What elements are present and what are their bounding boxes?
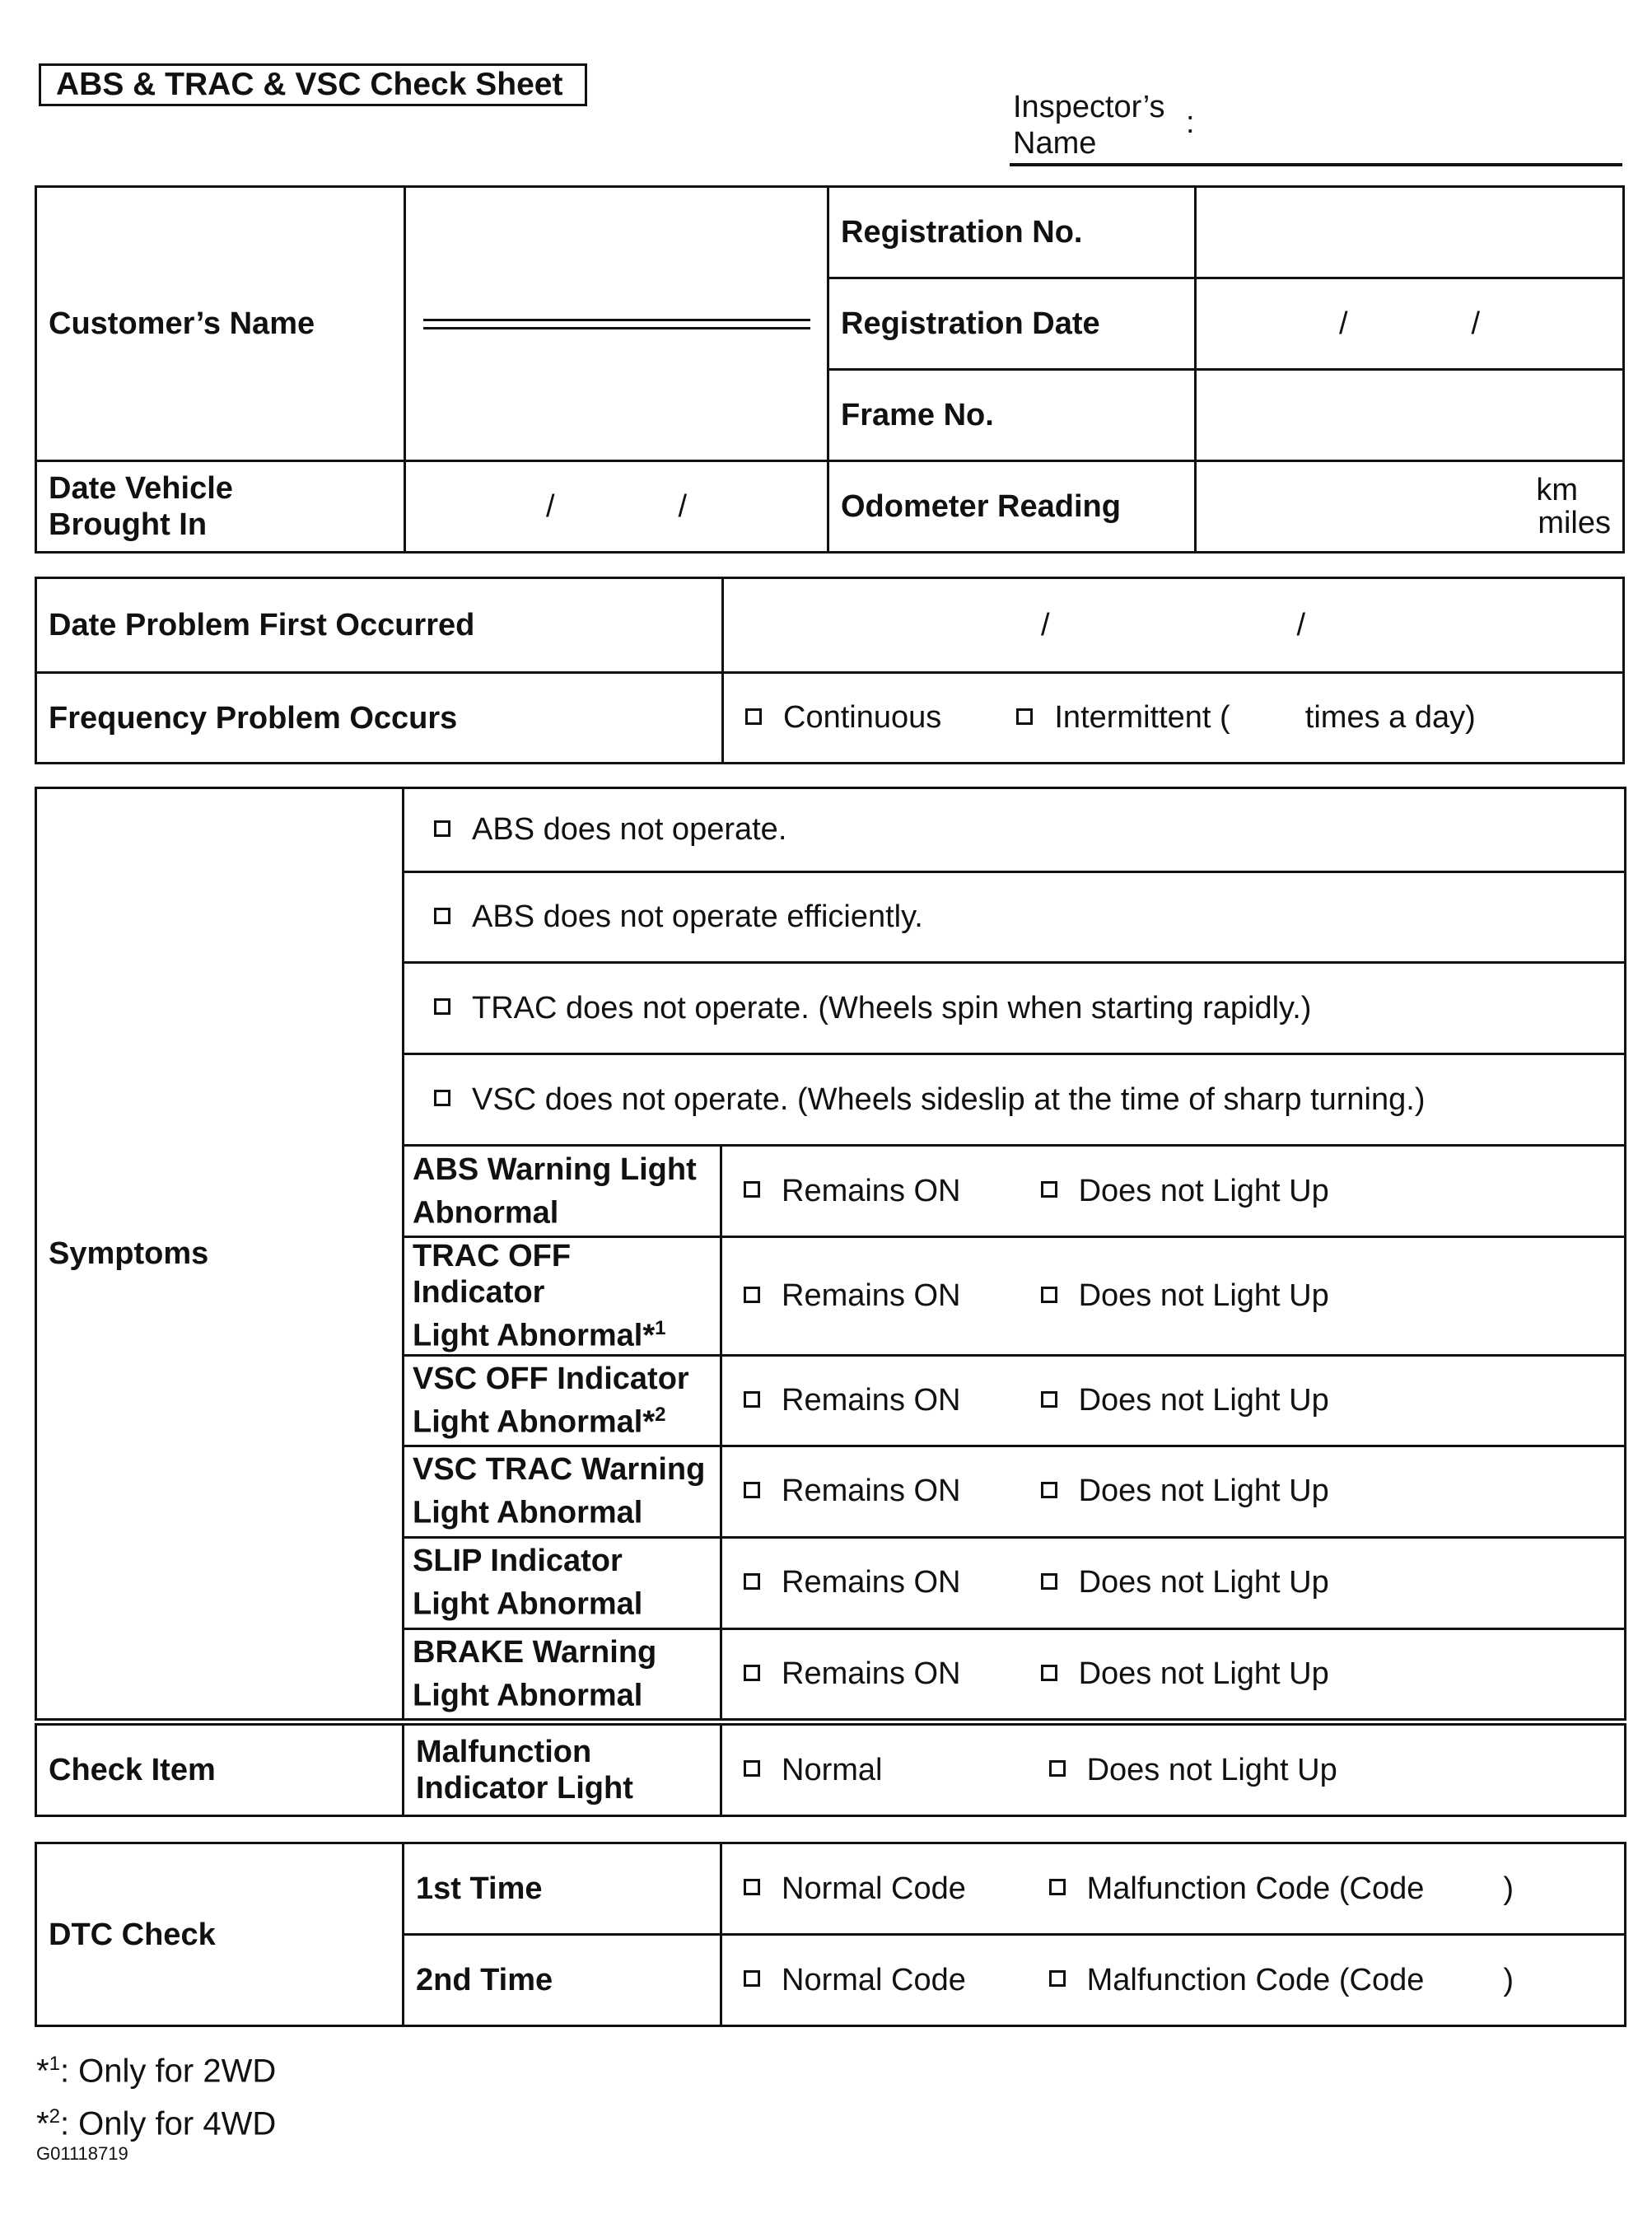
inspector-colon: : [1186,105,1195,140]
dtc-check-table [35,1842,1626,2027]
does-not-light-up-checkbox[interactable] [1049,1760,1066,1777]
symptom-row [404,963,1626,1054]
malfunction-code-label: Malfunction Code (Code [1086,1962,1425,1997]
does-not-light-up-label: Does not Light Up [1078,1474,1329,1509]
footnote-2 [36,2094,276,2147]
remains-on-checkbox[interactable] [744,1573,760,1590]
malfunction-code-label: Malfunction Code (Code [1086,1871,1425,1906]
light-label-line2 [413,1670,708,1714]
warning-light-label [404,1446,721,1537]
remains-on-checkbox[interactable] [744,1391,760,1408]
light-label-line2 [413,1397,708,1441]
customer-name-field[interactable] [405,187,828,461]
registration-no-label: Registration No. [828,187,1196,278]
does-not-light-up-checkbox[interactable] [1041,1287,1057,1303]
normal-code-label: Normal Code [782,1962,966,1997]
remains-on-label: Remains ON [782,1656,961,1691]
remains-on-label: Remains ON [782,1173,961,1208]
first-occurred-field[interactable] [723,578,1624,673]
dtc-check-label: DTC Check [36,1843,404,2026]
footnotes [36,2041,276,2147]
symptom-row [404,872,1626,963]
malfunction-code-checkbox[interactable] [1049,1970,1066,1987]
date-slash: / [1338,306,1348,341]
date-brought-in-field[interactable] [405,461,828,553]
inspector-name-field[interactable] [1010,163,1622,166]
remains-on-checkbox[interactable] [744,1287,760,1303]
registration-date-label: Registration Date [828,278,1196,370]
registration-date-field[interactable] [1196,278,1624,370]
symptom-checkbox[interactable] [434,820,450,837]
sheet-title: ABS & TRAC & VSC Check Sheet [39,63,587,106]
remains-on-label: Remains ON [782,1565,961,1600]
frequency-label: Frequency Problem Occurs [36,673,723,764]
frame-no-field[interactable] [1196,370,1624,461]
symptom-text: TRAC does not operate. (Wheels spin when starting rapidly.) [472,990,1312,1025]
light-label-line1: ABS Warning Light [413,1152,697,1187]
first-occurred-label: Date Problem First Occurred [36,578,723,673]
date-slash: / [545,488,555,524]
symptoms-table [35,787,1626,1721]
symptom-checkbox[interactable] [434,998,450,1015]
symptom-checkbox[interactable] [434,1090,450,1106]
continuous-label: Continuous [783,700,942,735]
footnote-1 [36,2041,276,2094]
symptoms-label: Symptoms [36,788,404,1720]
does-not-light-up-checkbox[interactable] [1041,1665,1057,1681]
unit-miles: miles [1538,506,1611,540]
date-slash: / [1296,607,1306,642]
does-not-light-up-label: Does not Light Up [1078,1565,1329,1600]
malfunction-code-checkbox[interactable] [1049,1879,1066,1895]
figure-code: G01118719 [36,2143,128,2164]
footnote-number: 1 [49,2053,60,2075]
warning-light-label [404,1628,721,1719]
frequency-field [723,673,1624,764]
light-label-line2 [413,1488,708,1531]
light-options [721,1237,1626,1356]
registration-no-field[interactable] [1196,187,1624,278]
light-options [721,1628,1626,1719]
date-brought-in-label [36,461,405,553]
symptom-row [404,1054,1626,1146]
remains-on-label: Remains ON [782,1382,961,1418]
symptom-checkbox[interactable] [434,908,450,924]
symptom-text: ABS does not operate efficiently. [472,899,923,934]
customer-name-underline [423,319,810,329]
warning-light-label [404,1146,721,1237]
inspector-name-label [1013,89,1164,161]
light-label-line1: VSC TRAC Warning [413,1452,706,1488]
times-a-day-label: times a day) [1304,700,1476,735]
light-label-line1: TRAC OFF Indicator [413,1239,572,1310]
normal-label: Normal [782,1752,883,1787]
date-slash: / [1040,607,1050,642]
close-paren: ) [1503,1962,1514,1997]
date-slash: / [1471,306,1481,341]
normal-code-checkbox[interactable] [744,1879,760,1895]
footnote-star: * [36,2053,49,2090]
customer-name-label: Customer’s Name [36,187,405,461]
remains-on-checkbox[interactable] [744,1482,760,1498]
does-not-light-up-checkbox[interactable] [1041,1181,1057,1198]
remains-on-label: Remains ON [782,1474,961,1509]
inspector-label-line1: Inspector’s [1013,90,1165,124]
footnote-mark: 2 [655,1403,666,1426]
check-item-line1: Malfunction [416,1735,592,1769]
light-options [721,1355,1626,1446]
light-label-text: Light Abnormal* [413,1318,656,1353]
light-label-text: Light Abnormal [413,1678,643,1713]
check-item-label: Check Item [36,1725,404,1816]
symptom-text: ABS does not operate. [472,812,787,847]
does-not-light-up-checkbox[interactable] [1041,1391,1057,1408]
does-not-light-up-label: Does not Light Up [1078,1173,1329,1208]
dtc-second-time-label: 2nd Time [404,1935,721,2026]
warning-light-label [404,1537,721,1628]
check-item-line2: Indicator Light [416,1771,633,1806]
does-not-light-up-label: Does not Light Up [1078,1278,1329,1313]
date-brought-label-line2: Brought In [49,507,208,542]
light-label-text: Light Abnormal* [413,1404,656,1440]
warning-light-label [404,1237,721,1356]
light-label-text: Light Abnormal [413,1495,643,1530]
footnote-text: : Only for 4WD [59,2105,277,2142]
footnote-mark: 1 [655,1317,666,1339]
light-label-line1: VSC OFF Indicator [413,1361,689,1396]
warning-light-label [404,1355,721,1446]
footnote-text: : Only for 2WD [59,2053,277,2090]
check-item-options [721,1725,1626,1816]
remains-on-checkbox[interactable] [744,1665,760,1681]
intermittent-checkbox[interactable] [1016,708,1033,725]
light-label-line1: BRAKE Warning [413,1634,657,1670]
continuous-checkbox[interactable] [745,708,762,725]
does-not-light-up-label: Does not Light Up [1078,1382,1329,1418]
frame-no-label: Frame No. [828,370,1196,461]
light-label-line1: SLIP Indicator [413,1544,623,1579]
close-paren: ) [1503,1871,1514,1906]
symptom-text: VSC does not operate. (Wheels sideslip at the time of sharp turning.) [472,1081,1426,1117]
odometer-field[interactable] [1196,461,1624,553]
footnote-star: * [36,2105,49,2142]
malfunction-indicator-label [404,1725,721,1816]
problem-table [35,577,1625,764]
normal-code-checkbox[interactable] [744,1970,760,1987]
footnote-number: 2 [49,2105,60,2128]
does-not-light-up-checkbox[interactable] [1041,1573,1057,1590]
dtc-second-options [721,1935,1626,2026]
date-slash: / [678,488,688,524]
light-label-text: Abnormal [413,1195,559,1231]
light-options [721,1146,1626,1237]
does-not-light-up-label: Does not Light Up [1086,1752,1337,1787]
normal-checkbox[interactable] [744,1760,760,1777]
vehicle-info-table [35,185,1625,554]
remains-on-label: Remains ON [782,1278,961,1313]
intermittent-label: Intermittent ( [1054,700,1230,735]
dtc-first-time-label: 1st Time [404,1843,721,1935]
odometer-label: Odometer Reading [828,461,1196,553]
light-label-text: Light Abnormal [413,1586,643,1622]
light-options [721,1537,1626,1628]
dtc-first-options [721,1843,1626,1935]
symptom-row [404,788,1626,872]
does-not-light-up-checkbox[interactable] [1041,1482,1057,1498]
inspector-label-line2: Name [1013,126,1097,161]
light-options [721,1446,1626,1537]
remains-on-checkbox[interactable] [744,1181,760,1198]
check-item-table [35,1723,1626,1817]
light-label-line2 [413,1579,708,1623]
does-not-light-up-label: Does not Light Up [1078,1656,1329,1691]
normal-code-label: Normal Code [782,1871,966,1906]
light-label-line2 [413,1188,708,1231]
unit-km: km [1536,473,1578,507]
light-label-line2 [413,1310,708,1354]
date-brought-label-line1: Date Vehicle [49,471,233,506]
